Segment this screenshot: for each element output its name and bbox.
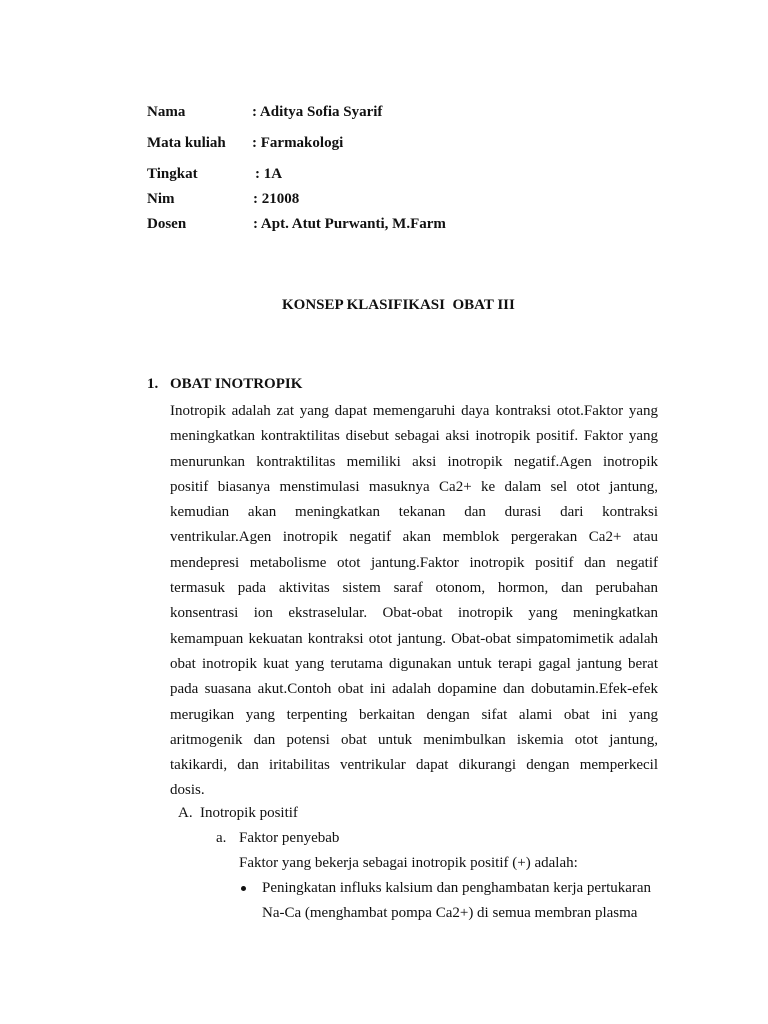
section-paragraph [170,399,658,804]
bullet-icon [241,886,246,891]
mata-kuliah-label: Mata kuliah [147,135,226,151]
bullet-line-2: Na-Ca (menghambat pompa Ca2+) di semua membran plasma [262,905,638,921]
nim-value: : 21008 [253,191,300,207]
paragraph-line: dosis. [170,782,205,799]
paragraph-line: kemudian akan meningkatkan tekanan dan durasi dari kontraksi [170,504,658,521]
paragraph-line: takikardi, dan iritabilitas ventrikular dapat dikurangi dengan memperkecil [170,757,658,774]
paragraph-line: ventrikular.Agen inotropik negatif akan memblok pergerakan Ca2+ atau [170,529,658,546]
paragraph-line: positif biasanya menstimulasi masuknya Ca2+ ke dalam sel otot jantung, [170,478,658,495]
paragraph-line: aritmogenik dan potensi obat untuk menimbulkan iskemia otot jantung, [170,731,658,748]
section-heading: OBAT INOTROPIK [170,376,303,392]
dosen-value: : Apt. Atut Purwanti, M.Farm [253,216,446,232]
tingkat-value: : 1A [255,166,283,182]
tingkat-label: Tingkat [147,166,198,182]
paragraph-line: meningkatkan kontraktilitas disebut sebagai aksi inotropik positif. Faktor yang [170,428,658,445]
paragraph-line: mendepresi metabolisme otot jantung.Faktor inotropik positif dan negatif [170,554,658,571]
paragraph-line: obat inotropik kuat yang terutama digunakan untuk terapi gagal jantung berat [170,655,658,672]
page-title: KONSEP KLASIFIKASI OBAT III [282,297,515,313]
paragraph-line: termasuk pada aktivitas sistem saraf otonom, hormon, dan perubahan [170,580,658,597]
paragraph-line: Inotropik adalah zat yang dapat memengaruhi daya kontraksi otot.Faktor yang [170,403,658,419]
nim-label: Nim [147,191,175,207]
paragraph-line: pada suasana akut.Contoh obat ini adalah dopamine dan dobutamin.Efek-efek [170,681,658,698]
dosen-label: Dosen [147,216,187,232]
nama-value: : Aditya Sofia Syarif [252,104,383,120]
nama-label: Nama [147,104,186,120]
paragraph-line: kemampuan kekuatan kontraksi otot jantung. Obat-obat simpatomimetik adalah [170,630,658,647]
subsection-a-a-label: a. [216,830,227,846]
faktor-intro: Faktor yang bekerja sebagai inotropik positif (+) adalah: [239,855,578,871]
paragraph-line: konsentrasi ion ekstraselular. Obat-obat inotropik yang meningkatkan [170,605,658,622]
subsection-a-title: Inotropik positif [200,805,298,821]
subsection-a-label: A. [178,805,193,821]
paragraph-line: menurunkan kontraktilitas memiliki aksi inotropik negatif.Agen inotropik [170,453,658,470]
mata-kuliah-value: : Farmakologi [252,135,344,151]
section-number: 1. [147,376,159,392]
paragraph-line: merugikan yang terpenting berkaitan dengan sifat alami obat ini yang [170,706,658,723]
bullet-line-1: Peningkatan influks kalsium dan penghambatan kerja pertukaran [262,880,652,896]
subsection-a-a-title: Faktor penyebab [239,830,340,846]
